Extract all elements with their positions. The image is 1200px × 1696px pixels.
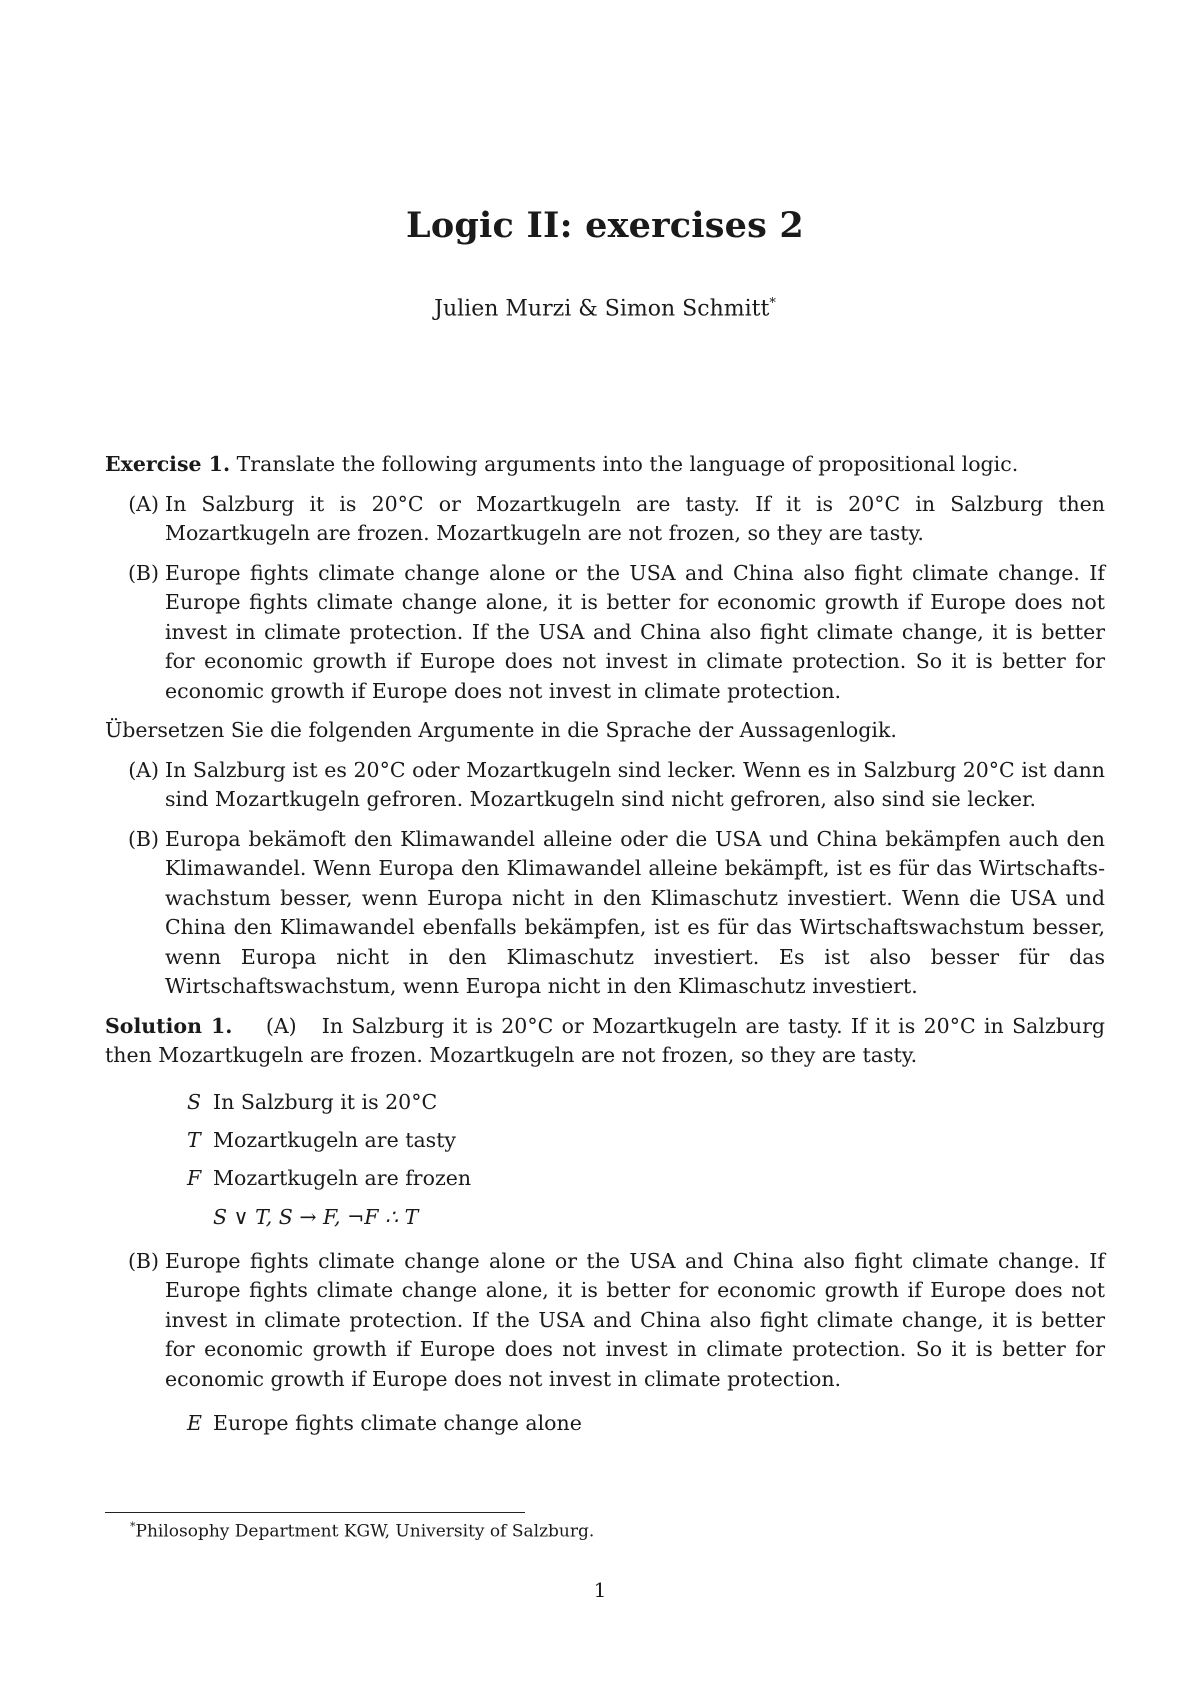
item-label: (A) xyxy=(128,491,159,516)
footnote-text: Philosophy Department KGW, University of Salzburg. xyxy=(135,1521,595,1542)
exercise-instruction-en xyxy=(105,450,1105,480)
solution-a-label: (A) xyxy=(265,1013,297,1038)
solution-a-text: In Salzburg it is 20°C or Mozartkugeln are tasty. If it is 20°C in Salzburg then Mozartkugeln are frozen. Mozartkugeln are not frozen, so they are tasty. xyxy=(105,1013,1105,1067)
footnote-divider xyxy=(105,1512,525,1513)
exercise-instruction-en-text: Translate the following arguments into the language of propositional logic. xyxy=(236,452,1019,476)
solution-b-label: (B) xyxy=(127,1248,159,1273)
solution-a-formula: S ∨ T, S → F, ¬F ∴ T xyxy=(213,1204,419,1229)
solution-b-text: Europe fights climate change alone or the USA and China also fight climate change. If Europe fights climate change alone, it is better for economic growth if Europe does not invest in climate protection. If the USA and China also fight climate change, it is better for economic growth if Europe does not invest in climate protection. So it is better for economic growth if Europe does not invest in climate protection. xyxy=(165,1248,1105,1391)
author-names: Julien Murzi & Simon Schmitt xyxy=(434,296,770,322)
key-row xyxy=(187,1159,1105,1197)
solution-a xyxy=(105,1012,1105,1071)
solution-b-keys xyxy=(105,1404,1105,1442)
key-row xyxy=(187,1083,1105,1121)
item-label: (A) xyxy=(128,757,159,782)
document-title: Logic II: exercises 2 xyxy=(406,205,804,246)
solution-label: Solution 1. xyxy=(105,1013,233,1038)
key-symbol: T xyxy=(187,1127,201,1152)
solution-a-keys xyxy=(105,1083,1105,1237)
exercise-instruction-de: Übersetzen Sie die folgenden Argumente in die Sprache der Aussagenlogik. xyxy=(105,718,897,742)
item-text: Europa bekämoft den Klimawandel alleine oder die USA und China bekämpfen auch den Klimawandel. Wenn Europa den Klimawandel alleine bekämpft, ist es für das Wirtschafts-wachstum besser, wenn Europa nicht in den Klimaschutz investiert. Wenn die USA und China den Klimawandel ebenfalls bekämpfen, ist es für das Wirtschaftswachstum besser, wenn Europa nicht in den Klimaschutz investiert. Es ist also besser für das Wirtschaftswachstum, wenn Europa nicht in den Klimaschutz investiert. xyxy=(165,826,1105,998)
footnote xyxy=(130,1520,594,1542)
exercise-item-en-b xyxy=(105,559,1105,707)
solution-a-content xyxy=(105,1012,1105,1071)
key-meaning: Europe fights climate change alone xyxy=(213,1411,582,1435)
exercise-item-de-b xyxy=(105,825,1105,1002)
author-footnote-mark: * xyxy=(769,296,776,311)
document-body xyxy=(105,450,1105,1452)
page-number: 1 xyxy=(593,1578,607,1602)
exercise-item-en-a xyxy=(105,490,1105,549)
key-meaning: Mozartkugeln are tasty xyxy=(213,1127,457,1152)
footnote-mark: * xyxy=(130,1520,136,1533)
key-meaning: In Salzburg it is 20°C xyxy=(213,1089,438,1114)
exercise-item-de-a xyxy=(105,756,1105,815)
document-authors xyxy=(105,296,1105,321)
item-text: In Salzburg ist es 20°C oder Mozartkugeln sind lecker. Wenn es in Salzburg 20°C ist dann sind Mozartkugeln gefroren. Mozartkugeln sind nicht gefroren, also sind sie lecker. xyxy=(165,757,1105,811)
item-label: (B) xyxy=(127,560,159,585)
exercise-label: Exercise 1. xyxy=(105,452,231,476)
item-label: (B) xyxy=(127,826,159,851)
key-row xyxy=(187,1121,1105,1159)
key-meaning: Mozartkugeln are frozen xyxy=(213,1165,472,1190)
item-text: Europe fights climate change alone or the USA and China also fight climate change. If Europe fights climate change alone, it is better for economic growth if Europe does not invest in climate protection. If the USA and China also fight climate change, it is better for economic growth if Europe does not invest in climate protection. So it is better for economic growth if Europe does not invest in climate protection. xyxy=(165,560,1105,703)
key-symbol: F xyxy=(187,1165,202,1190)
solution-b xyxy=(105,1247,1105,1395)
item-text: In Salzburg it is 20°C or Mozartkugeln are tasty. If it is 20°C in Salzburg then Mozartkugeln are frozen. Mozartkugeln are not frozen, so they are tasty. xyxy=(165,491,1105,545)
key-symbol: S xyxy=(187,1089,202,1114)
key-row xyxy=(187,1404,1105,1442)
key-symbol: E xyxy=(187,1411,202,1435)
